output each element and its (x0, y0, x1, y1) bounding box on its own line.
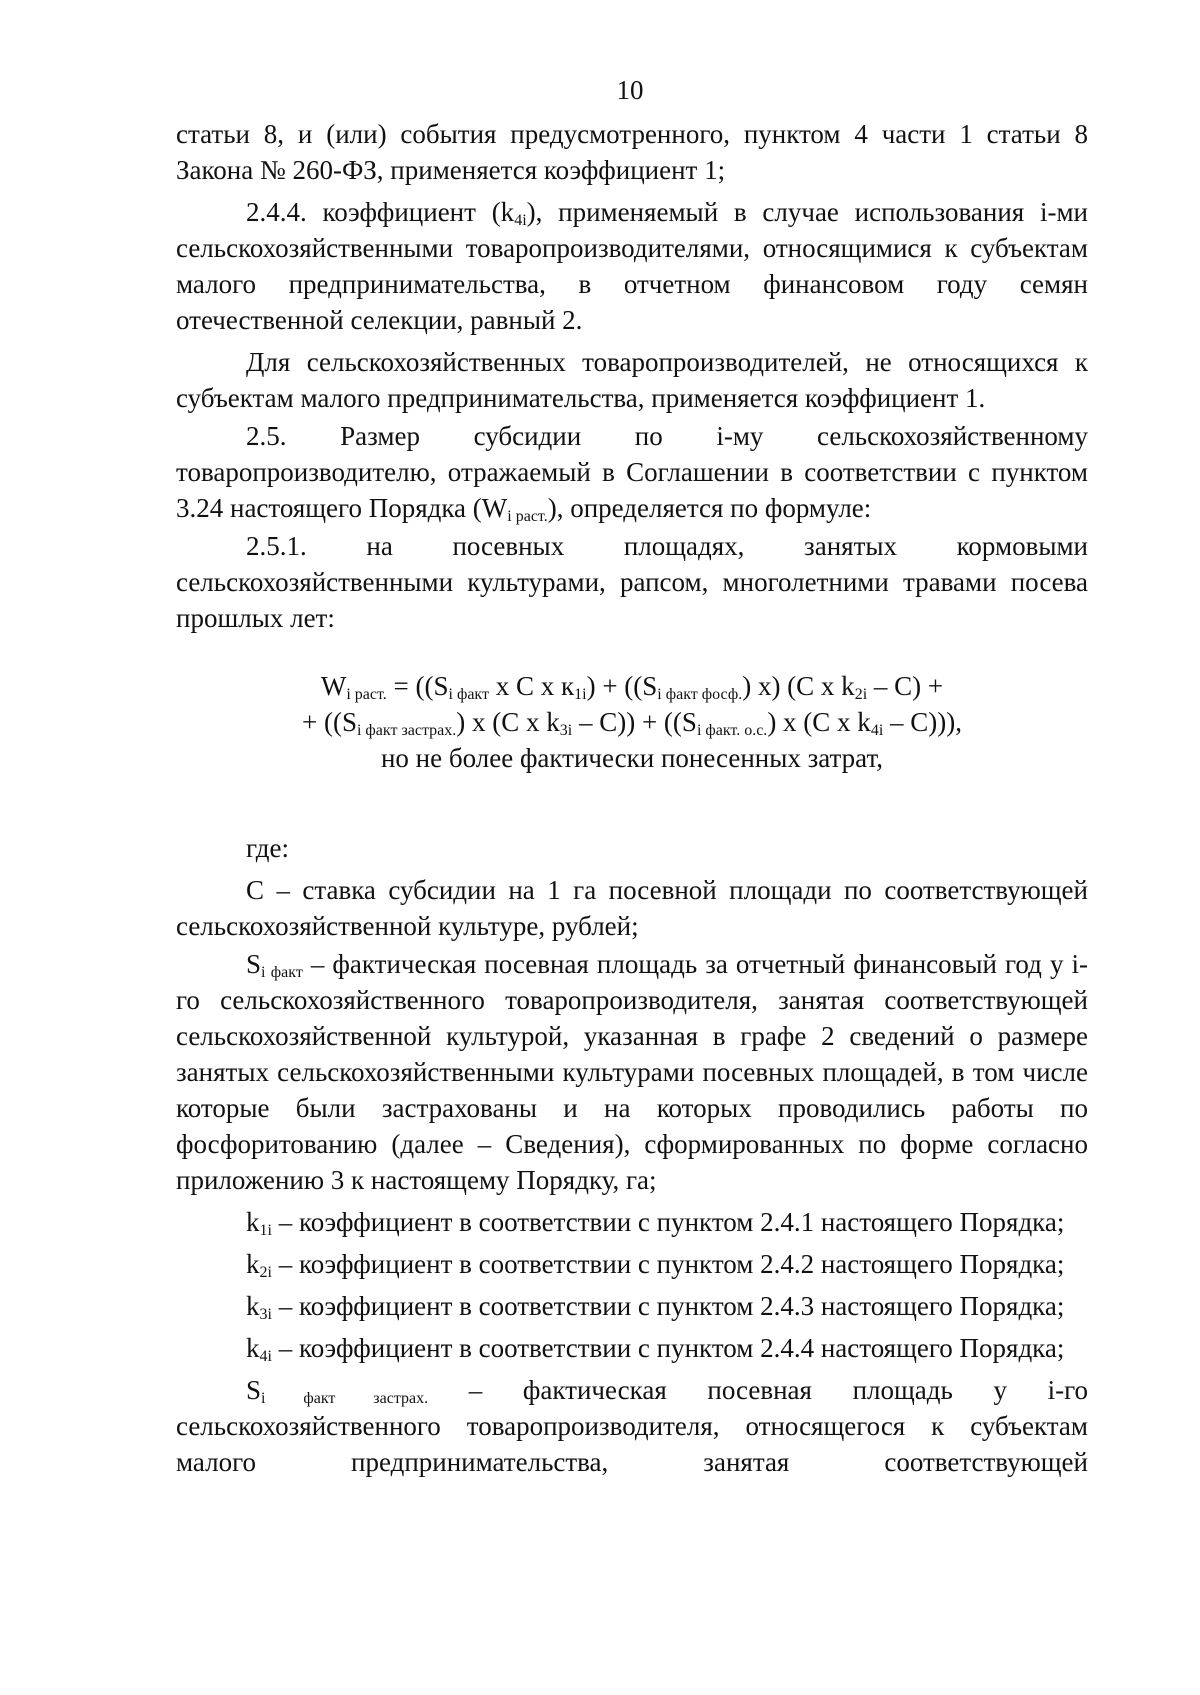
paragraph-not-small-business: Для сельскохозяйственных товаропроизводителей, не относящихся к субъектам малого предпринимательства, применяется коэффициент 1. (176, 347, 1088, 413)
where-label: где: (246, 833, 289, 863)
formula-line-3: но не более фактически понесенных затрат, (380, 743, 883, 773)
paragraph-2-4-4: 2.4.4. коэффициент $(k_{4i})$, применяемый в случае использования i-ми сельскохозяйственными товаропроизводителями, относящимися к субъектам малого предпринимательства, в отчетном финансовом году семян отечественной селекции, равный 2. (176, 197, 1088, 335)
page-number: 10 (616, 75, 644, 105)
definition-k1: $k_{1i}$ – коэффициент в соответствии с пунктом 2.4.1 настоящего Порядка; (246, 1207, 1065, 1239)
definition-s-fact: $S_{i факт}$ – фактическая посевная площадь за отчетный финансовый год у i-го сельскохозяйственного товаропроизводителя, занятая соответствующей сельскохозяйственной культурой, указанная в графе 2 сведений о размере занятых сельскохозяйственными культурами посевных площадей, в том числе которые были застрахованы и на которых проводились работы по фосфоритованию (далее – Сведения), сформированных по форме согласно приложению 3 к настоящему Порядку, га; (176, 949, 1088, 1195)
paragraph-continuation: статьи 8, и (или) события предусмотренного, пунктом 4 части 1 статьи 8 Закона № 260-ФЗ, применяется коэффициент 1; (176, 119, 1088, 185)
definition-s-insured: $S_{i факт застрах.}$ – фактическая посевная площадь у i-го сельскохозяйственного товаропроизводителя, относящегося к субъектам малого предпринимательства, занятая соответствующей (176, 1375, 1089, 1477)
definition-c: С – ставка субсидии на 1 га посевной площади по соответствующей сельскохозяйственной культуре, рублей; (176, 875, 1088, 941)
subsidy-formula (176, 668, 1088, 776)
paragraph-2-5-1: 2.5.1. на посевных площадях, занятых кормовыми сельскохозяйственными культурами, рапсом, многолетними травами посева прошлых лет: (176, 531, 1088, 633)
formula-line-2: + ($(S_{i факт застрах.})$ х (С х $k_{3i} - С)) + ((S_{i факт. о.с.})$ х (С х $k_{4i} - С$))), (302, 707, 962, 739)
definition-k3: $k_{3i}$ – коэффициент в соответствии с пунктом 2.4.3 настоящего Порядка; (246, 1291, 1065, 1323)
formula-line-1: $W_{i раст.} = ((S_{i факт}$ х С х $к_{1i}) + ((S_{i факт фосф.})$ х) (С х $k_{2i} - С$) + (320, 671, 944, 703)
paragraph-2-5: 2.5. Размер субсидии по i-му сельскохозяйственному товаропроизводителю, отражаемый в Соглашении в соответствии с пунктом 3.24 настоящего Порядка $(W_{i раст.})$, определяется по формуле: (176, 421, 1088, 525)
document-body (176, 116, 1088, 1480)
definition-k4: $k_{4i}$ – коэффициент в соответствии с пунктом 2.4.4 настоящего Порядка; (246, 1333, 1065, 1365)
definition-k2: $k_{2i}$ – коэффициент в соответствии с пунктом 2.4.2 настоящего Порядка; (246, 1249, 1065, 1281)
